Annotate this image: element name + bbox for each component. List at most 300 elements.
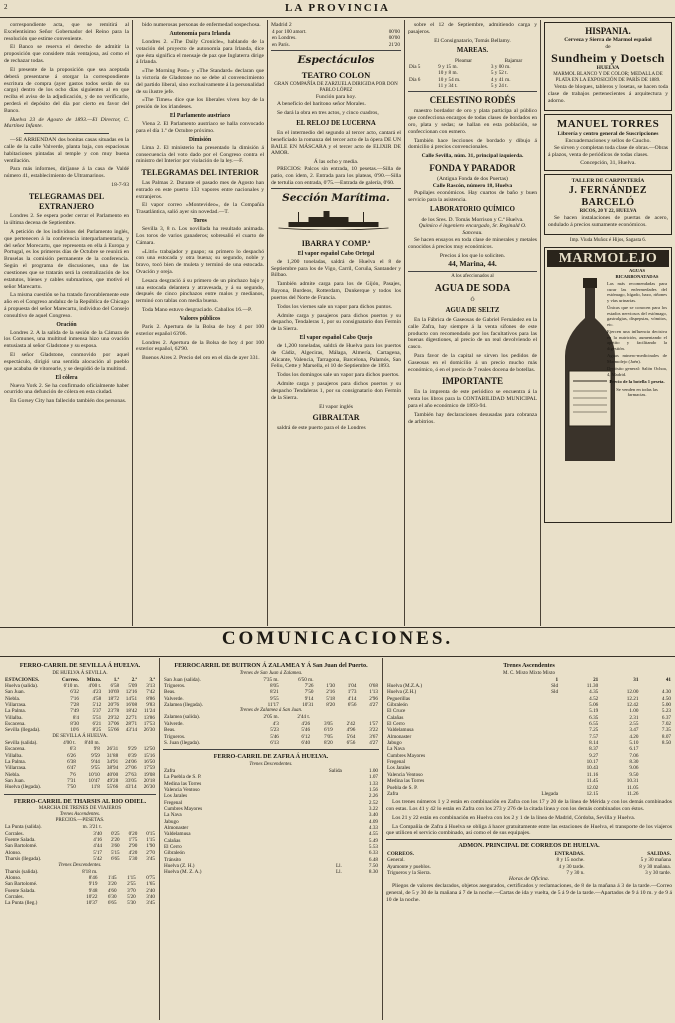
timetable (4, 869, 156, 907)
value-cell: 1.07 (368, 774, 378, 781)
value-cell: Sld (551, 683, 559, 689)
value-cell: 10'10 (88, 771, 100, 778)
station-cell: Zalamea (salida). (164, 714, 201, 721)
value-cell: 8'20 (326, 702, 335, 709)
ad-text: HUELVA (596, 65, 620, 72)
value-cell: 2'70 (146, 849, 155, 856)
value-cell: 5'42 (93, 856, 103, 863)
value-cell: 1.00 (629, 708, 639, 715)
value-cell: 4'96 (346, 727, 356, 734)
value-cell: 7'42 (146, 689, 155, 696)
value-cell: 1.33 (368, 780, 378, 787)
railway-title: FERRO-CARRIL DE SEVILLA Á HUELVA. (19, 662, 141, 669)
value-cell: 21 (593, 676, 599, 683)
value-cell: 26'30 (143, 784, 155, 791)
station-cell: Fuente Salada. (5, 837, 36, 844)
railway-subtitle: Trenes de San Juan á Zalamea. (239, 670, 303, 676)
value-cell: 0'25 (110, 830, 120, 837)
station-cell: Tharsis (salida). (5, 868, 39, 875)
value-cell: 43'14 (125, 784, 137, 791)
theatre-name: TEATRO COLON (301, 69, 371, 80)
ad-address: Calle Sevilla, núm. 31, principal izquierda. (421, 153, 524, 160)
value-cell: 17'59 (143, 765, 155, 772)
ad-text: MARMOL BLANCO Y DE COLOR; MEDALLA DE PLATA EN LA EXPOSICIÓN DE PARÍS DE 1889. (553, 72, 663, 84)
value-cell: 3.22 (368, 805, 378, 812)
ad-text: de los Sres. D. Tomás Morrison y C.ª Huelva. (421, 216, 524, 223)
value-cell: 2.55 (629, 721, 639, 728)
value-cell: 2'16 (326, 689, 335, 696)
station-cell: El Cruce (387, 708, 406, 715)
tide-value: 10 y 8 m. (438, 70, 458, 77)
ad-text: de (605, 43, 611, 50)
play-title: EL RELOJ DE LUCERNA (296, 119, 376, 127)
railway-note: Los trenes números 1 y 2 están en combinación en Zafra con los 17 y 20 de la línea de Mérida y con los demás combinados con estas. Los 41 y 42 lo están en Zafra con los 273 y 276 de la citada línea y con los demás combinados con éstos. (386, 799, 672, 812)
value-cell: 1.56 (368, 786, 378, 793)
value-cell: 16'50 (143, 758, 155, 765)
value-cell: 4'27 (369, 739, 378, 746)
value-cell: 10'47 (88, 777, 100, 784)
ad-text: Para favor de la capital se sirven los pedidos de Gaseosas en el domicilio á un precio mucho más económico, ó en el precio de 7 reales docena de botellas. (408, 353, 537, 373)
value-cell: 18'72 (107, 695, 120, 702)
value-cell: 12.42 (626, 702, 639, 709)
station-cell: La Palma. (5, 708, 27, 715)
station-cell: Almonaster (164, 824, 189, 831)
section-heading: TELEGRAMAS DEL EXTRANJERO (28, 191, 105, 211)
telegram-text: Viena 2. El Parlamento austriaco se halla convocado para el día 1.º de Octubre próximo. (136, 121, 264, 134)
station-cell: Villarrasa. (5, 702, 27, 709)
station-cell: Jabugo (387, 740, 402, 747)
vessel-text: de 1,200 toneladas, saldrá de Huelva para los puertos de Cádiz, Algeciras, Málaga, Almería, Cartagena, Alicante, Valencia, Tarragona, Barcelona, Palamós, San Feliu, Cette y Marsella, el 10 de Septiembre de 1893. (271, 343, 401, 370)
railway-note: La Compañía de Zafra á Huelva se obliga á hacer gratuitamente entre las estaciones de Huelva, el transporte de los viajeros que utilicen el servicio combinado, así como el de sus equipajes. (386, 823, 672, 837)
value-cell: 4 y 30 tarde. (558, 863, 585, 870)
value-cell: 8'4 (72, 714, 79, 721)
station-cell: Villarrasa. (5, 765, 27, 772)
value-cell: 31 (633, 676, 639, 683)
value-cell: 8'05 (270, 683, 279, 689)
value-cell: 5'46 (270, 733, 279, 740)
page-number: 2 (4, 3, 8, 11)
value-cell: 11.05 (626, 784, 639, 791)
value-cell: 5'15 (110, 849, 120, 856)
value-cell: 6'56 (346, 739, 356, 746)
value-cell: 0'39 (127, 752, 137, 759)
value-cell: 33'05 (125, 777, 137, 784)
value-cell: 8.14 (589, 740, 599, 747)
station-cell: La Punta (lleg.) (5, 900, 38, 907)
divider (408, 91, 537, 92)
telegram-text: Londres 2. Se espera poder cerrar el Parlamento en la última decena de Septiembre. (4, 213, 129, 227)
station-cell: San Bartolomé. (5, 843, 38, 850)
value-cell: 0'15 (146, 830, 155, 837)
marble-ad (544, 22, 672, 111)
value-cell: 3'67 (369, 733, 378, 740)
value-cell: 7.35 (661, 727, 671, 734)
consignee: El Consignatario, Tomás Bellamy. (434, 37, 511, 44)
value-cell: 3'20 (107, 881, 117, 888)
station-cell: Valencia Ventoso (164, 786, 200, 793)
value-cell: 4'00 t. (63, 739, 76, 746)
value-cell: 7'16 (70, 695, 79, 702)
bank-text: El presente de la proposición que sea aceptada deberá presentarse á otorgar la correspondiente escritura de compra (ayer gastos todos serán de su cargo) dentro de los ocho días siguientes al en que reciba el aviso de la adjudicación, y de no verificarlo, perderá el depósito del día por cierto en favor del Banco. (4, 66, 129, 114)
value-cell: 1'30 (326, 683, 335, 689)
station-cell: Villalba. (5, 714, 23, 721)
ad-text: Pupilajes económicos. Hay cuartos de baño y buen servicio para la asistencia. (408, 189, 537, 203)
railway-subtitle: MARCHA DE TRENES DE VIAJEROS (38, 806, 122, 812)
station-cell: Puebla de S. P. (387, 784, 418, 791)
station-cell: La Palma. (5, 758, 27, 765)
value-cell: 8 y 30 mañana. (639, 863, 671, 870)
station-cell: Calañas (164, 837, 181, 844)
value-cell: 5.10 (629, 740, 639, 747)
value-cell: 4.20 (629, 733, 639, 740)
value-cell: 17'53 (143, 721, 155, 728)
notice-ref: 18-7-93 (111, 182, 129, 189)
railway-subtitle: PRECIOS.—PESETAS. (55, 818, 105, 824)
value-cell: 6.55 (589, 721, 599, 728)
ad-heading: Sundheim y Doetsch (551, 50, 665, 65)
tide-header: Bajamar (504, 57, 523, 64)
value-cell: 2'96 (369, 695, 378, 702)
timetable (163, 768, 379, 876)
value-cell: 4.09 (368, 818, 378, 825)
section-heading: Espectáculos (297, 53, 375, 66)
value-cell: 5'17 (93, 849, 103, 856)
post-office-title: ADMON. PRINCIPAL DE CORREOS DE HUELVA. (458, 842, 600, 850)
ad-heading: MANUEL TORRES (556, 117, 660, 130)
value-cell: 4.35 (589, 689, 599, 696)
value-cell: 1'15 (127, 874, 136, 881)
value-cell: 26'31 (106, 746, 119, 753)
column-rule (267, 20, 268, 626)
value-cell: 2'40 (146, 887, 155, 894)
station-cell: Valdelamusa (164, 831, 191, 838)
ad-text: Librería y centro general de Suscripciones (557, 131, 659, 138)
buitron-zafra-railways (163, 660, 379, 1020)
value-cell: 4'3 (272, 720, 279, 727)
telegram-subheading: Toros (193, 218, 207, 224)
value-cell: ENTRADAS. (554, 850, 585, 857)
station-cell: La Nava (164, 812, 182, 819)
value-cell: 3'45 (146, 856, 155, 863)
value-cell: 12.21 (626, 695, 639, 702)
value-cell: 4.50 (661, 695, 671, 702)
ad-text: Precio de la botella 1 peseta. (609, 379, 665, 385)
value-cell: 4'14 (347, 695, 357, 702)
quote-label: 4 por 100 amort. (272, 28, 307, 35)
value-cell: 11'17 (267, 702, 279, 709)
telegram-subheading: Dimisión (188, 136, 212, 143)
station-cell: Huelva (salida). (5, 683, 39, 689)
value-cell: 7'05 (323, 733, 333, 740)
value-cell: 6'19 (323, 727, 333, 734)
value-cell: 8'40 m. (84, 739, 100, 746)
value-cell: 7'50 (304, 689, 314, 696)
ad-text: Ó (470, 296, 475, 303)
value-cell: 4.30 (661, 689, 671, 696)
value-cell: 2'44 t. (297, 714, 311, 721)
value-cell: 7'50 (67, 784, 76, 791)
section-heading: TELEGRAMAS DEL INTERIOR (141, 168, 259, 178)
value-cell: Sld (551, 689, 559, 696)
telegram-subheading: Valores públicos (179, 315, 221, 322)
bank-text: correspondiente acta, que se remitirá al Excelentísimo Señor Gobernador del Reino para la resolución que estime conveniente. (4, 22, 129, 42)
telegram-text: Sevilla 3, 8 n. Los novillada ha resultado animada. Los toros de varios ganaderos; sobresalió el cuarto de Cámara. (136, 226, 264, 246)
value-cell: 6.48 (368, 856, 378, 863)
value-cell: 5'46 (301, 727, 311, 734)
value-cell: 28'71 (125, 721, 138, 728)
value-cell: 8'46 (88, 874, 98, 881)
telegram-text: Londres 2. Apertura de la Bolsa de hoy 4 por 100 exterior español, 62'90. (136, 339, 264, 353)
ad-heading: AGUA DE SELTZ (445, 306, 500, 314)
value-cell: 9'48 (88, 887, 98, 894)
column-2 (136, 22, 264, 626)
ad-text: También hace lecciones de bordado y dibujo á domicilio á precios convencionales. (408, 137, 537, 151)
tide-value: 11 y 34 t. (438, 83, 458, 90)
station-cell: Escacena. (5, 721, 26, 728)
telegram-text: «The Morning Post» y «The Standard» declaran que la victoria de Gladstone no se debe al convencimiento del partido liberal, sino exclusivamente á la personalidad de su ilustre jefe. (136, 68, 264, 95)
bank-signature: Huelva 23 de Agosto de 1893.—El Director, C. Martínez Infante. (4, 116, 129, 130)
telegram-text: Londres 2. «The Daily Cronicle», hablando de la votación del proyecto de autonomía para Irlanda, dice que ésta significa el mensaje de paz que Inglaterra dirige á Irlanda. (136, 38, 264, 66)
telegram-text: Lima 2. El ministerio ha presentado la dimisión á consecuencia del voto dado por el Congreso contra el ministro del Interior por violación de la ley.—F. (136, 144, 264, 165)
ad-text: AGUAS BICARBONATADAS (615, 268, 659, 279)
value-cell: 31'88 (106, 752, 119, 759)
column-rule (159, 658, 160, 1020)
value-cell: 6'13 (270, 739, 279, 746)
value-cell: 11.30 (586, 683, 599, 689)
tide-day: Día 6 (409, 76, 421, 83)
value-cell: Llegada (541, 790, 559, 797)
value-cell: 3'70 (127, 887, 136, 894)
value-cell: 8'30 (70, 721, 79, 728)
value-cell: 7'31 (67, 777, 76, 784)
station-cell: Medina las Torres (387, 778, 425, 785)
value-cell: 27'63 (125, 771, 137, 778)
telegram-text: bido numerosas personas de enfermedad sospechosa. (142, 22, 261, 28)
value-cell: 8.30 (629, 759, 639, 766)
marmolejo-text (607, 268, 667, 398)
station-cell: Fregenal (164, 799, 183, 806)
value-cell: 6'30 (107, 893, 117, 900)
ad-text: Únicas que se conocen para los estados nerviosos del estómago, gastralgias, dispepsias, vómitos, etc. (607, 305, 667, 327)
value-cell: 13'86 (143, 714, 155, 721)
benefit-text: A beneficio del barítono señor Morales. (277, 101, 366, 107)
masthead-rule (0, 17, 675, 18)
column-rule (540, 20, 541, 626)
value-cell: 55'66 (106, 784, 119, 791)
ad-address: Concepción, 31, Huelva. (580, 160, 636, 167)
station-cell: Jabugo (164, 818, 179, 825)
value-cell: 8'20 (323, 739, 333, 746)
timetable (4, 677, 156, 734)
value-cell: 27'06 (125, 765, 137, 772)
telegram-text: El vapor correo «Montevideo», de la Compañía Trasatlántica, salió ayer sin novedad.—T. (136, 202, 264, 216)
value-cell: 6'65 (107, 900, 117, 907)
station-cell: Corrales. (5, 830, 24, 837)
ad-heading: LABORATORIO QUÍMICO (430, 206, 515, 214)
value-cell: 6.17 (629, 746, 639, 753)
value-cell: 2.31 (629, 714, 639, 721)
value-cell: 1'57 (369, 720, 378, 727)
value-cell: 6.33 (368, 850, 378, 857)
value-cell: 3'13 (146, 683, 155, 689)
theatre-text: En el intermedio del segundo al tercer acto, cantará el beneficiado la romanza del tercer acto de la ópera DE UN BAILE EN MÁSCARA y el tercer acto de ELIXIR DE AMOR. (271, 129, 401, 157)
tide-value: 10 y 54 m. (438, 76, 461, 83)
quote-heading: Madrid 2 (271, 22, 292, 28)
vessel-name: El vapor español Cabo Quejo (299, 334, 373, 341)
station-cell: El Cerro (387, 721, 405, 728)
tide-value: 4 y 41 m. (490, 76, 511, 83)
station-cell: Valencia Ventoso (387, 771, 423, 778)
value-cell: 10.17 (586, 759, 599, 766)
value-cell: 7.02 (661, 721, 671, 728)
value-cell: 8 y 15 noche. (556, 857, 585, 864)
station-cell: Alonso. (5, 874, 22, 881)
station-cell: Niebla. (5, 771, 21, 778)
value-cell: 6'10 m. (63, 683, 79, 689)
value-cell: 2'05 m. (263, 714, 279, 721)
value-cell: 6'56 (347, 702, 357, 709)
station-cell: Tránsito (164, 856, 182, 863)
value-cell: 38'94 (106, 765, 119, 772)
station-cell: Valdelamusa (387, 727, 414, 734)
value-cell: 1'90 (146, 843, 155, 850)
column-rule (404, 20, 405, 626)
column-5 (544, 22, 672, 626)
station-cell: Sevilla (llegada). (5, 727, 41, 734)
value-cell: 6'38 (67, 758, 76, 765)
value-cell: 5.49 (368, 837, 378, 844)
section-heading: Sección Marítima. (282, 192, 390, 205)
ticket-prices: PRECIOS: Palcos sin entrada, 10 pesetas.—Silla de patio, con ídem, 2. Entrada para los plateas, 0'90.—Silla de tertulia con entrada, 0'75.—Entrada de galería, 0'60. (271, 165, 401, 186)
value-cell: 5.19 (589, 708, 599, 715)
tide-value: 5 y 24 t. (490, 83, 508, 90)
value-cell: 12'50 (143, 746, 155, 753)
value-cell: 6.35 (589, 714, 599, 721)
value-cell: 2.ª (131, 676, 138, 683)
value-cell: 1'15 (146, 837, 155, 844)
station-cell: Huelva (llegada). (5, 784, 42, 791)
timetable (163, 714, 379, 746)
ad-heading: AGUA DE SODA (434, 282, 511, 294)
railway-subtitle: DE HUELVA Á SEVILLA. (52, 670, 108, 676)
value-cell (639, 791, 672, 797)
value-cell: 1.ª (113, 676, 120, 683)
railway-title: FERROCARRIL DE BUITRON Á ZALAMEA Y Á San Juan del Puerto. (174, 662, 368, 669)
telegram-text: El señor Gladstone, conmovido por aquel espectáculo, dirigió una sentida alocución al pueblo que acababa de vitorearle, y se despidió de la multitud. (4, 352, 129, 372)
vessel-text: También admite carga para los de Gijón, Pasajes, Bayona, Burdeos, Rotterdam, Dunkerque y todos los puertos del Norte de Francia. (271, 281, 401, 301)
value-cell: 6'40 (301, 739, 311, 746)
telegram-text: Las Palmas 2. Durante el pasado mes de Agosto han entrado en este puerto 133 vapores entre nacionales y extranjeros. (136, 179, 264, 200)
station-cell: CORREOS. (387, 850, 414, 857)
value-cell: 8'86 (146, 695, 155, 702)
bookshop-ad (544, 114, 672, 171)
station-cell: Zafra (164, 767, 176, 774)
value-cell: 9'8 (93, 746, 100, 753)
show-time: Á las ocho y media. (313, 159, 359, 166)
value-cell: 40'00 (106, 771, 119, 778)
station-cell: Huelva (M.Z.A.) (387, 683, 423, 689)
value-cell: 4.52 (589, 695, 599, 702)
value-cell: 11.26 (626, 790, 639, 797)
quote-table (271, 29, 401, 48)
value-cell: 11.45 (586, 778, 599, 785)
station-cell: Cumbres Mayores (387, 752, 426, 759)
value-cell: 8.37 (589, 746, 599, 753)
ad-text: Cerveza y Sierra de Marmol español (564, 36, 652, 43)
station-cell: Tharsis (llegada). (5, 856, 42, 863)
telegram-text: Lesaca desgració á su primero de un pinchazo bajo y una estocada delantera y atravesada, y á su segundo, después de cinco pinchazos entre malos y medianos, terminó con tablas con media buena. (136, 277, 264, 305)
ad-text: Venta de bloques, tableros y losetas, se hacen toda clase de trabajos pertenecientes á arquitectura y adorno. (548, 84, 668, 104)
value-cell: 20'18 (143, 777, 155, 784)
value-cell: 7.25 (589, 727, 599, 734)
value-cell: 6'50 m. (298, 676, 314, 683)
station-cell: La Nava (387, 746, 405, 753)
station-cell: Trigueros y la Sierra. (387, 869, 431, 876)
quote-label: en Londres. (272, 35, 297, 42)
value-cell: 7.57 (589, 733, 599, 740)
ad-heading: HISPANIA. (585, 26, 631, 36)
value-cell: 10'6 (70, 727, 79, 734)
value-cell: 23'78 (107, 708, 120, 715)
value-cell: 2.26 (368, 793, 378, 800)
value-cell: 7.50 (368, 863, 378, 869)
ad-text: A los afeccionados al (451, 273, 494, 279)
value-cell: 12.15 (586, 790, 599, 797)
railway-title: Trenes Ascendentes (503, 662, 555, 669)
value-cell: 3'40 (146, 893, 155, 900)
value-cell: 20'76 (107, 702, 120, 709)
value-cell: 34'91 (106, 758, 119, 765)
tide-day (408, 83, 437, 89)
value-cell: 5'64 (346, 733, 356, 740)
station-cell: Corrales. (5, 893, 24, 900)
value-cell: 5.06 (589, 702, 599, 709)
station-cell: Gibraleón (164, 850, 185, 857)
value-cell: 4'00 t. (88, 683, 102, 689)
value-cell: 5'51 (92, 714, 102, 721)
value-cell: 6'26 (67, 752, 76, 759)
station-cell: Sevilla (salida). (5, 739, 38, 746)
value-cell: 6'12 (301, 733, 311, 740)
value-cell: 1'13 (369, 689, 378, 696)
station-cell: Calañas (387, 714, 404, 721)
value-cell: 9'55 (91, 765, 100, 772)
value-cell: 6'47 (67, 765, 76, 772)
value-cell: SALIDAS. (647, 850, 671, 857)
value-cell: 0'68 (369, 683, 378, 689)
value-cell: 55'66 (107, 727, 120, 734)
station-cell: Zalamea (llegada). (164, 702, 203, 709)
value-cell: 1'04 (347, 683, 357, 689)
vessel-name: GIBRALTAR (312, 413, 360, 423)
value-cell: m. 3'21 t. (82, 824, 103, 831)
value-cell: 7'6 (69, 771, 76, 778)
telegram-text: En Gorsey City han fallecido también dos personas. (10, 398, 127, 405)
masthead (0, 0, 675, 18)
station-cell: La Puebla de S. P. (164, 774, 202, 781)
value-cell: 3'05 (323, 720, 333, 727)
station-cell: S. Juan (llegada). (164, 739, 201, 746)
value-cell: Mixto. (86, 676, 102, 683)
value-cell: 8.30 (368, 869, 378, 876)
value-cell: 9'59 (91, 752, 100, 759)
value-cell: 2.52 (368, 799, 378, 806)
railway-subtitle: Trenes Ascendentes. (59, 812, 101, 818)
theatre-text: Se dará la obra en tres actos, y cinco cuadros, (277, 109, 379, 116)
value-cell: 5'37 (92, 708, 102, 715)
value-cell: 9'44 (91, 758, 100, 765)
column-rule (132, 20, 133, 626)
